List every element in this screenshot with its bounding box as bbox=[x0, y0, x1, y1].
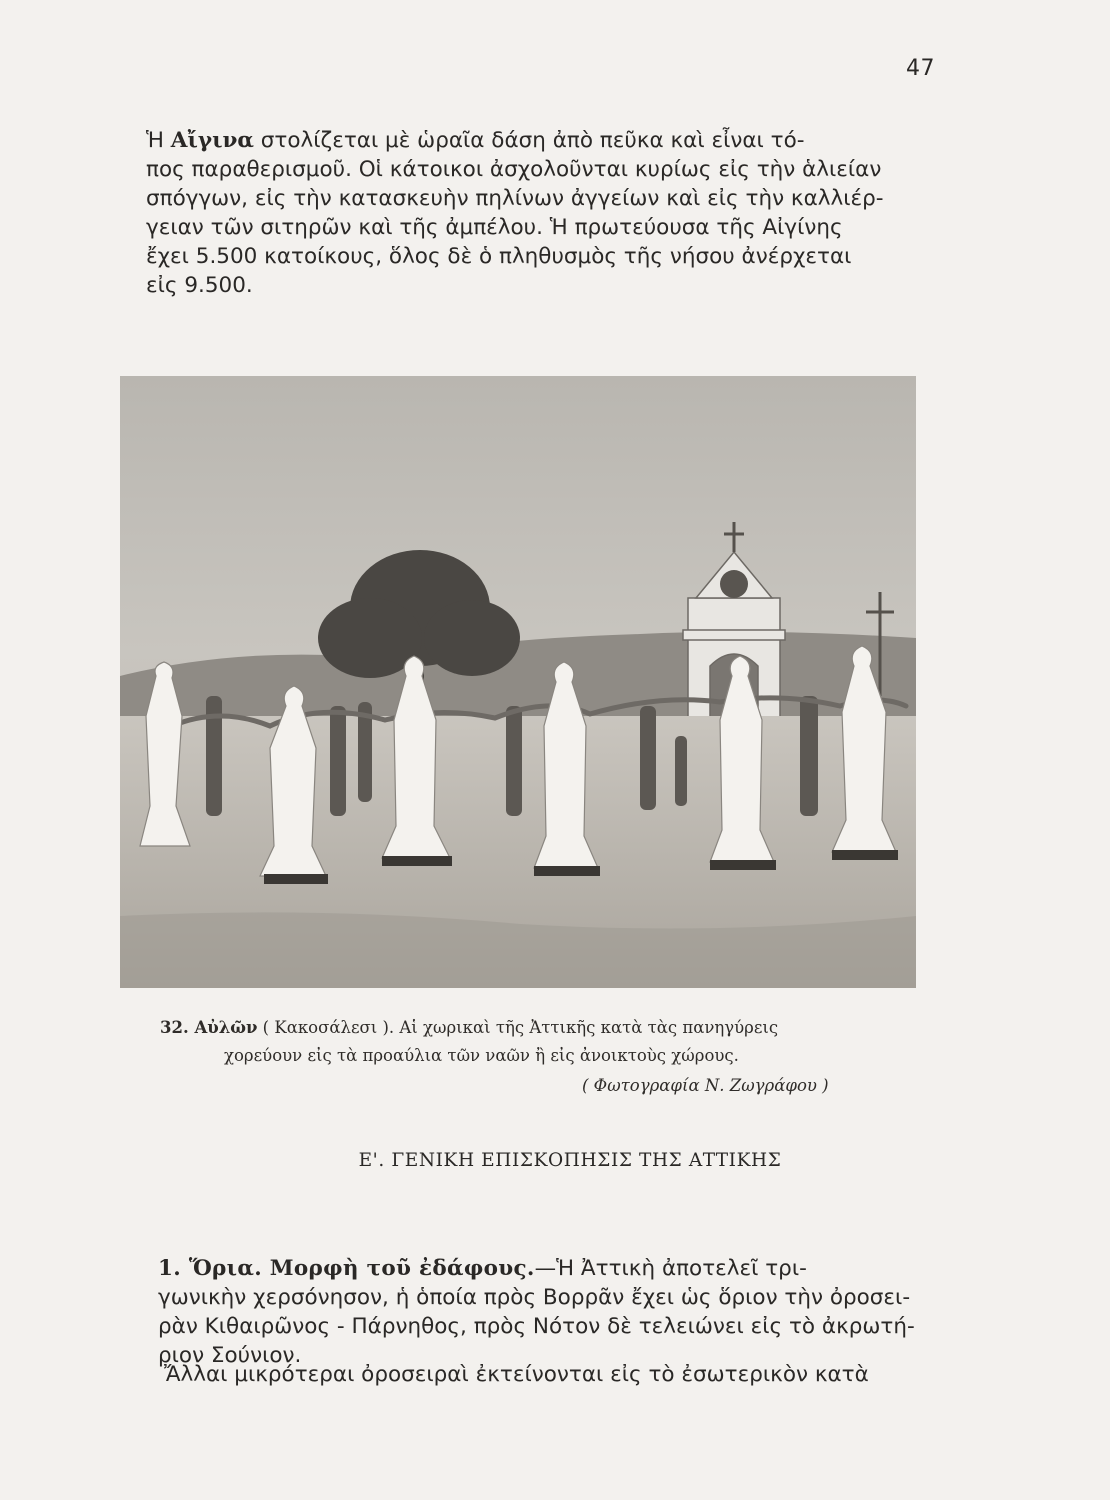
paragraph-borders bbox=[118, 1254, 948, 1370]
paragraph-aegina bbox=[118, 126, 948, 300]
photograph-dancing-villagers bbox=[120, 376, 916, 988]
paragraph-line: γωνικὴν χερσόνησον, ἡ ὁποία πρὸς Βορρᾶν ἔχει ὡς ὅριον τὴν ὀροσει- bbox=[158, 1285, 911, 1310]
paragraph-line bbox=[118, 1254, 948, 1283]
paragraph-line: Ἄλλαι μικρότεραι ὀροσειραὶ ἐκτείνονται εἰς τὸ ἐσωτερικὸν κατὰ bbox=[164, 1362, 869, 1387]
photograph-illustration bbox=[120, 376, 916, 988]
paragraph-line: ριον Σούνιον. bbox=[158, 1343, 302, 1368]
figure-caption-line bbox=[160, 1018, 920, 1037]
paragraph-line bbox=[118, 126, 948, 155]
paragraph-line: εἰς 9.500. bbox=[146, 273, 253, 298]
paragraph-mountains bbox=[118, 1360, 948, 1389]
figure-caption-line: χορεύουν εἰς τὰ προαύλια τῶν ναῶν ἢ εἰς ἀνοικτοὺς χώρους. bbox=[224, 1046, 739, 1065]
paragraph-line: ρὰν Κιθαιρῶνος - Πάρνηθος, πρὸς Νότον δὲ τελειώνει εἰς τὸ ἀκρωτή- bbox=[158, 1314, 915, 1339]
paragraph-line: σπόγγων, εἰς τὴν κατασκευὴν πηλίνων ἀγγείων καὶ εἰς τὴν καλλιέρ- bbox=[146, 186, 884, 211]
paragraph-line: ἔχει 5.500 κατοίκους, ὅλος δὲ ὁ πληθυσμὸς τῆς νήσου ἀνέρχεται bbox=[146, 244, 852, 269]
paragraph-line: γειαν τῶν σιτηρῶν καὶ τῆς ἀμπέλου. Ἡ πρωτεύουσα τῆς Αἰγίνης bbox=[146, 215, 843, 240]
text-run: στολίζεται μὲ ὡραῖα δάση ἀπὸ πεῦκα καὶ εἶναι τό- bbox=[253, 128, 805, 153]
paragraph-line: πος παραθερισμοῦ. Οἱ κάτοικοι ἀσχολοῦνται κυρίως εἰς τὴν ἁλιείαν bbox=[146, 157, 882, 182]
photo-credit: ( Φωτογραφία Ν. Ζωγράφου ) bbox=[582, 1076, 829, 1095]
caption-text: ( Κακοσάλεσι ). Αἱ χωρικαὶ τῆς Ἀττικῆς κατὰ τὰς πανηγύρεις bbox=[257, 1018, 779, 1037]
bold-term: Αἴγινα bbox=[170, 128, 254, 153]
figure-number: 32. Αὐλῶν bbox=[160, 1018, 258, 1037]
page-number: 47 bbox=[906, 56, 935, 81]
subsection-title: 1. Ὅρια. Μορφὴ τοῦ ἐδάφους. bbox=[158, 1256, 535, 1281]
section-heading: Ε'. ΓΕΝΙΚΗ ΕΠΙΣΚΟΠΗΣΙΣ ΤΗΣ ΑΤΤΙΚΗΣ bbox=[358, 1150, 782, 1171]
text-run: Ἡ bbox=[146, 128, 171, 153]
text-run: —Ἡ Ἀττικὴ ἀποτελεῖ τρι- bbox=[534, 1256, 807, 1281]
